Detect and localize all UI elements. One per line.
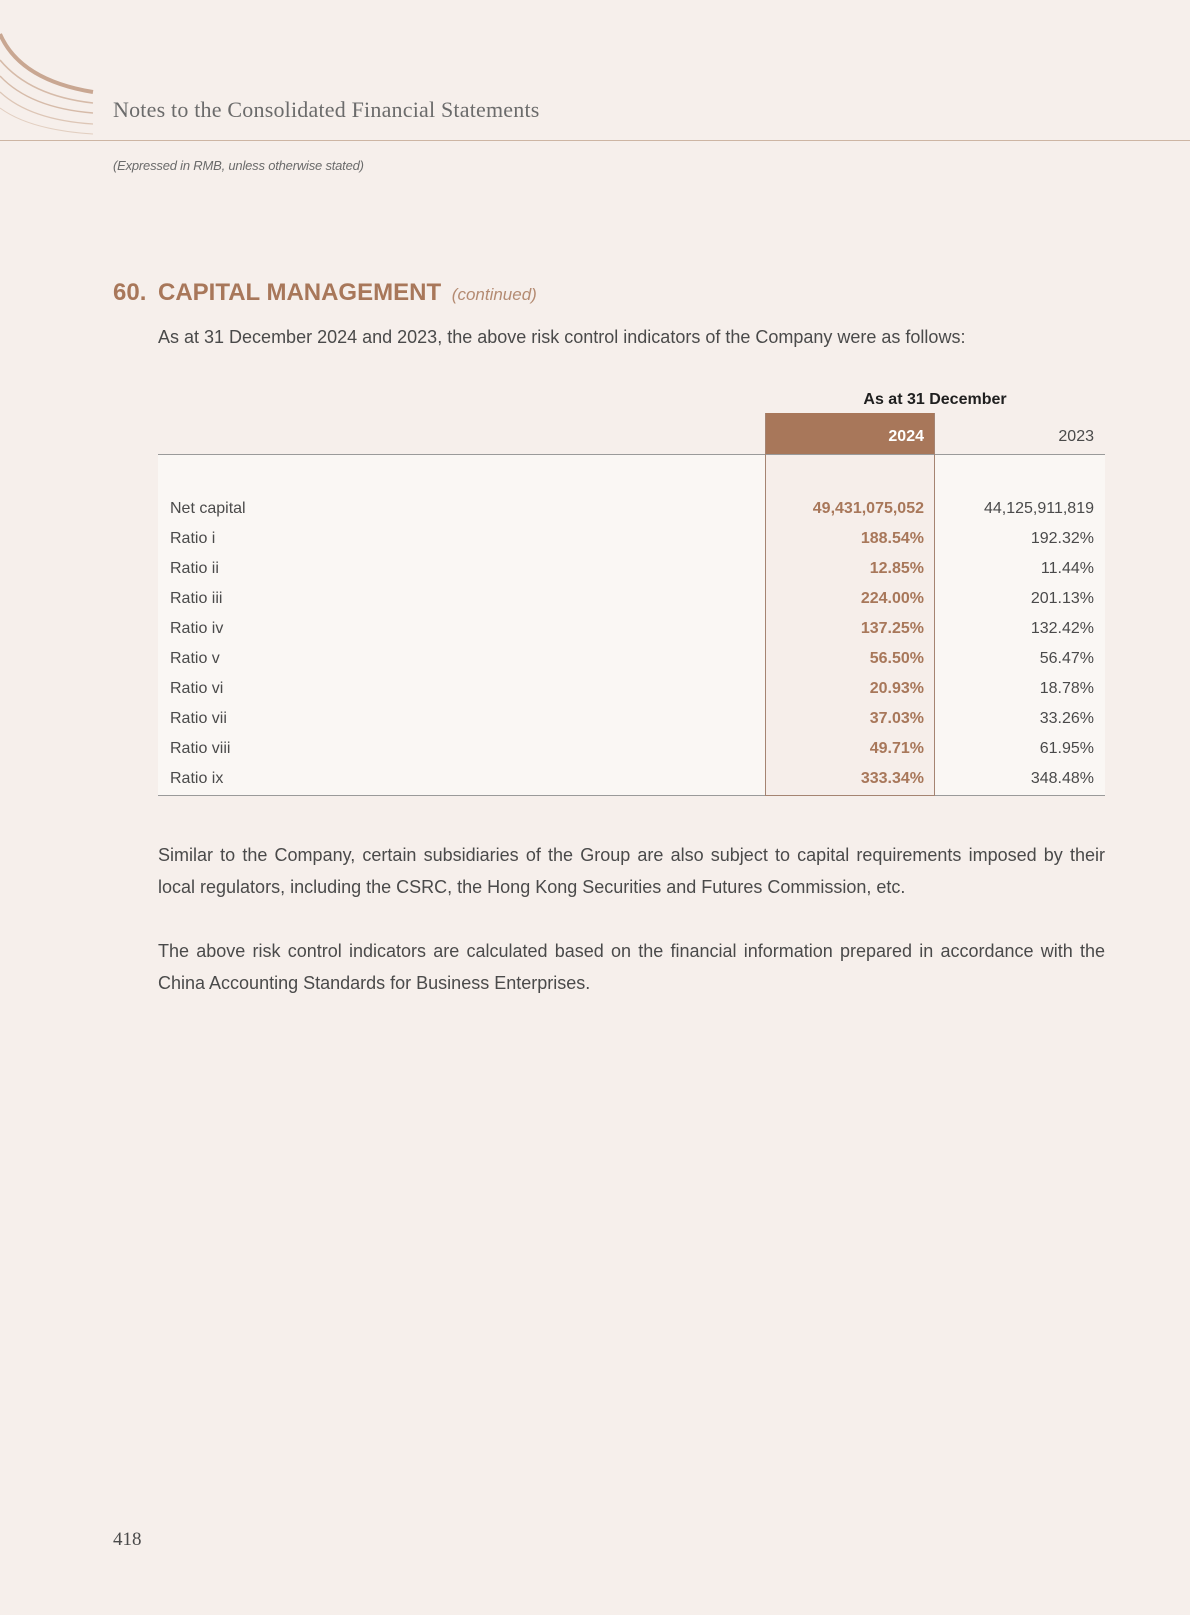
row-label: Ratio iii	[170, 590, 223, 607]
value-2024: 188.54%	[860, 530, 924, 547]
table-row	[158, 734, 1105, 764]
section-heading	[113, 279, 537, 307]
decorative-arcs	[0, 0, 100, 145]
currency-note: (Expressed in RMB, unless otherwise stated)	[113, 158, 364, 173]
column-header-2023: 2023	[1058, 428, 1094, 445]
value-2024: 49.71%	[869, 740, 924, 757]
section-title: CAPITAL MANAGEMENT	[158, 279, 442, 306]
table-row	[158, 674, 1105, 704]
value-2023: 44,125,911,819	[983, 500, 1094, 517]
table-top-rule	[158, 454, 1105, 455]
row-label: Ratio viii	[170, 740, 231, 757]
table-row	[158, 554, 1105, 584]
value-2024: 333.34%	[860, 770, 924, 787]
section-continued: (continued)	[451, 285, 537, 304]
table-row	[158, 644, 1105, 674]
value-2023: 18.78%	[1039, 680, 1094, 697]
paragraph-subsidiaries: Similar to the Company, certain subsidiaries of the Group are also subject to capital requirements imposed by their local regulators, including the CSRC, the Hong Kong Securities and Futures Commission, etc.	[158, 845, 1105, 897]
table-row	[158, 494, 1105, 524]
value-2023: 56.47%	[1039, 650, 1094, 667]
intro-text: As at 31 December 2024 and 2023, the above risk control indicators of the Company were as follows:	[158, 327, 966, 347]
column-header-2024: 2024	[765, 413, 935, 454]
row-label: Ratio ii	[170, 560, 219, 577]
row-label: Ratio vii	[170, 710, 227, 727]
value-2024: 56.50%	[869, 650, 924, 667]
value-2023: 201.13%	[1030, 590, 1094, 607]
table-row	[158, 524, 1105, 554]
value-2023: 11.44%	[1040, 560, 1094, 577]
value-2023: 192.32%	[1030, 530, 1094, 547]
header-divider	[0, 140, 1190, 141]
row-label: Net capital	[170, 500, 246, 517]
row-label: Ratio v	[170, 650, 220, 667]
value-2023: 61.95%	[1039, 740, 1094, 757]
value-2024: 20.93%	[869, 680, 924, 697]
row-label: Ratio i	[170, 530, 216, 547]
table-bottom-rule	[158, 795, 1105, 796]
table-row	[158, 584, 1105, 614]
row-label: Ratio vi	[170, 680, 224, 697]
row-label: Ratio iv	[170, 620, 224, 637]
value-2023: 33.26%	[1039, 710, 1094, 727]
value-2023: 348.48%	[1030, 770, 1094, 787]
paragraph-standards: The above risk control indicators are calculated based on the financial information prepared in accordance with the China Accounting Standards for Business Enterprises.	[158, 941, 1105, 993]
table-group-header: As at 31 December	[863, 391, 1007, 408]
value-2024: 49,431,075,052	[812, 500, 924, 517]
value-2023: 132.42%	[1030, 620, 1094, 637]
value-2024: 137.25%	[860, 620, 924, 637]
page-number: 418	[113, 1529, 142, 1550]
table-row	[158, 764, 1105, 794]
section-number: 60.	[113, 279, 147, 306]
header-title: Notes to the Consolidated Financial Statements	[113, 97, 540, 122]
value-2024: 12.85%	[869, 560, 924, 577]
value-2024: 224.00%	[860, 590, 924, 607]
table-row	[158, 614, 1105, 644]
value-2024: 37.03%	[869, 710, 924, 727]
table-row	[158, 704, 1105, 734]
row-label: Ratio ix	[170, 770, 224, 787]
